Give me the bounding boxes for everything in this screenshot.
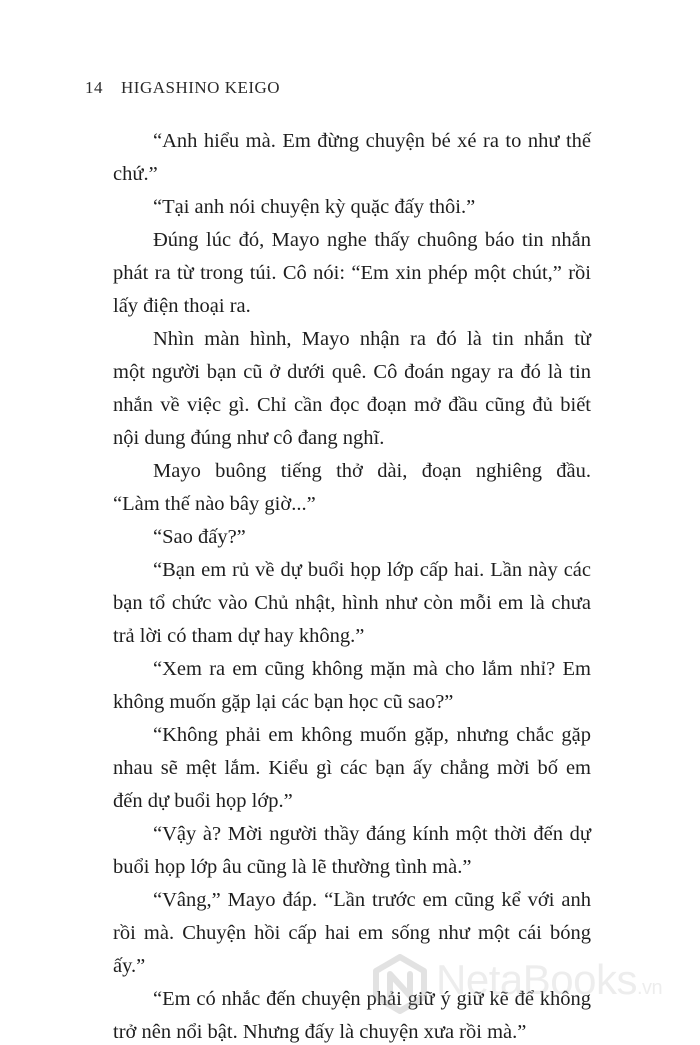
- text-line: “Không phải em không muốn gặp, nhưng chắc gặp: [153, 724, 591, 746]
- text-line: trả lời có tham dự hay không.”: [113, 625, 365, 647]
- text-line: “Tại anh nói chuyện kỳ quặc đấy thôi.”: [153, 196, 476, 218]
- page-number: 14: [85, 78, 103, 97]
- watermark-brand: NetaBooks: [436, 956, 637, 1003]
- watermark-text: [436, 956, 662, 1004]
- text-line: đến dự buổi họp lớp.”: [113, 790, 293, 812]
- text-line: “Em có nhắc đến chuyện phải giữ ý giữ kẽ để không: [153, 988, 591, 1010]
- text-line: một người bạn cũ ở dưới quê. Cô đoán ngay ra đó là tin: [113, 361, 591, 383]
- text-line: buổi họp lớp âu cũng là lẽ thường tình mà.”: [113, 856, 472, 878]
- text-line: nhắn về việc gì. Chỉ cần đọc đoạn mở đầu cũng đủ biết: [113, 394, 591, 416]
- n-logo-icon: [370, 954, 430, 1014]
- text-line: “Xem ra em cũng không mặn mà cho lắm nhỉ? Em: [153, 658, 591, 680]
- text-line: lấy điện thoại ra.: [113, 295, 251, 317]
- text-line: nhau sẽ mệt lắm. Kiểu gì các bạn ấy chẳng mời bố em: [113, 757, 591, 779]
- text-line: Mayo buông tiếng thở dài, đoạn nghiêng đầu.: [153, 460, 591, 482]
- page-header: [85, 78, 280, 98]
- text-line: trở nên nổi bật. Nhưng đấy là chuyện xưa rồi mà.”: [113, 1021, 527, 1043]
- text-line: chứ.”: [113, 163, 158, 185]
- text-line: ấy.”: [113, 955, 146, 977]
- watermark: [370, 952, 690, 1016]
- text-line: “Vậy à? Mời người thầy đáng kính một thời đến dự: [153, 823, 591, 845]
- text-line: Đúng lúc đó, Mayo nghe thấy chuông báo tin nhắn: [153, 229, 591, 251]
- text-line: phát ra từ trong túi. Cô nói: “Em xin phép một chút,” rồi: [113, 262, 591, 284]
- text-line: Nhìn màn hình, Mayo nhận ra đó là tin nhắn từ: [153, 328, 591, 350]
- text-line: “Sao đấy?”: [153, 526, 246, 548]
- text-line: “Làm thế nào bây giờ...”: [113, 493, 316, 515]
- text-line: rồi mà. Chuyện hồi cấp hai em sống như một cái bóng: [113, 922, 591, 944]
- text-line: “Vâng,” Mayo đáp. “Lần trước em cũng kể với anh: [153, 889, 591, 911]
- text-line: nội dung đúng như cô đang nghĩ.: [113, 427, 385, 449]
- author-name: HIGASHINO KEIGO: [121, 78, 281, 97]
- text-line: không muốn gặp lại các bạn học cũ sao?”: [113, 691, 454, 713]
- text-line: bạn tổ chức vào Chủ nhật, hình như còn mỗi em là chưa: [113, 592, 591, 614]
- watermark-tld: .vn: [636, 977, 663, 999]
- text-line: “Anh hiểu mà. Em đừng chuyện bé xé ra to như thế: [153, 130, 591, 152]
- text-line: “Bạn em rủ về dự buổi họp lớp cấp hai. Lần này các: [153, 559, 591, 581]
